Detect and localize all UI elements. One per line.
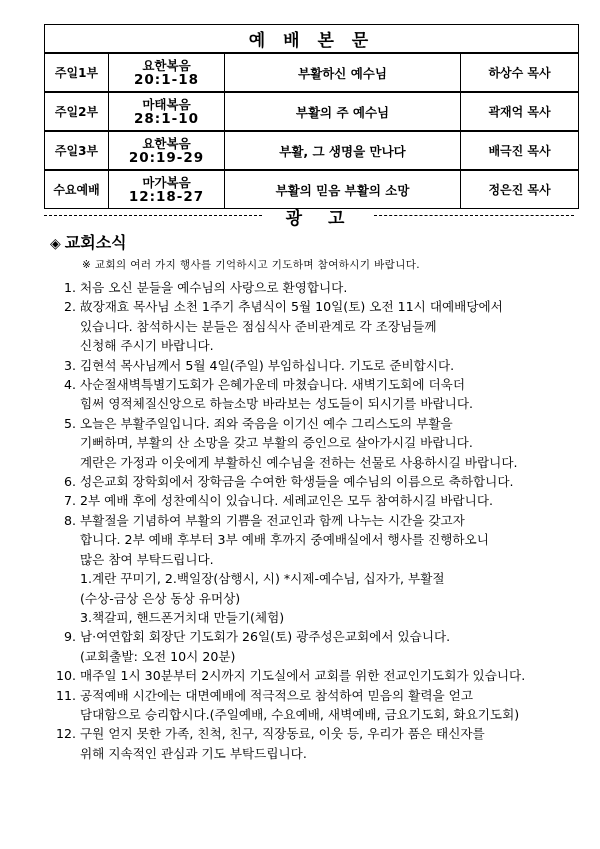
notice-line: 사순절새벽특별기도회가 은혜가운데 마쳤습니다. 새벽기도회에 더욱더	[80, 377, 465, 393]
scripture-verse: 28:1-10	[134, 110, 199, 127]
scripture-ref	[109, 53, 225, 92]
list-item	[44, 686, 584, 725]
notice-number: 10.	[55, 668, 76, 684]
divider	[44, 215, 262, 216]
notice-line: 신청해 주시기 바랍니다.	[80, 338, 214, 354]
notice-number: 1.	[63, 280, 76, 295]
list-item	[44, 724, 584, 763]
service-name: 주일3부	[45, 131, 109, 170]
list-item	[44, 375, 584, 414]
notice-line: 김현석 목사님께서 5월 4일(주일) 부임하십니다. 기도로 준비합시다.	[80, 357, 455, 373]
list-item	[44, 627, 584, 666]
worship-table-title: 예 배 본 문	[45, 25, 579, 54]
notice-list	[44, 278, 584, 763]
section-title	[50, 230, 127, 253]
preacher-name: 하상수 목사	[461, 53, 579, 92]
table-row	[45, 53, 579, 92]
notice-line: 기뻐하며, 부활의 산 소망을 갖고 부활의 증인으로 살아가시길 바랍니다.	[80, 435, 473, 451]
sermon-title: 부활하신 예수님	[225, 53, 461, 92]
notice-line: 성은교회 장학회에서 장학금을 수여한 학생들을 예수님의 이름으로 축하합니다.	[80, 474, 514, 490]
notice-number: 7.	[63, 493, 76, 509]
preacher-name: 곽재억 목사	[461, 92, 579, 131]
section-title-text: 교회소식	[64, 233, 127, 252]
notice-number: 11.	[55, 687, 76, 703]
scripture-book: 마태복음	[142, 96, 191, 112]
notice-number: 3.	[63, 357, 76, 373]
scripture-ref	[109, 131, 225, 170]
scripture-ref	[109, 92, 225, 131]
notice-line: 매주일 1시 30분부터 2시까지 기도실에서 교회를 위한 전교인기도회가 있습니다.	[80, 668, 526, 684]
list-item	[44, 356, 584, 375]
notice-line: 구원 얻지 못한 가족, 친척, 친구, 직장동료, 이웃 등, 우리가 품은 태신자를	[80, 726, 485, 742]
divider	[374, 215, 574, 216]
notice-line: 1.계란 꾸미기, 2.백일장(삼행시, 시) *시제-예수님, 십자가, 부활절	[80, 571, 445, 587]
sermon-title: 부활, 그 생명을 만나다	[225, 131, 461, 170]
notice-number: 5.	[63, 415, 76, 431]
notice-line: 오늘은 부활주일입니다. 죄와 죽음을 이기신 예수 그리스도의 부활을	[80, 415, 453, 431]
notice-line: 처음 오신 분들을 예수님의 사랑으로 환영합니다.	[80, 280, 348, 295]
scripture-verse: 12:18-27	[128, 188, 205, 205]
table-row	[45, 131, 579, 170]
notice-line: (교회출발: 오전 10시 20분)	[80, 648, 236, 664]
list-item	[44, 491, 584, 510]
list-item	[44, 472, 584, 491]
notice-line: 힘써 영적체질신앙으로 하늘소망 바라보는 성도들이 되시기를 바랍니다.	[80, 396, 473, 412]
notice-line: 공적예배 시간에는 대면예배에 적극적으로 참석하여 믿음의 활력을 얻고	[80, 687, 473, 703]
preacher-name: 정은진 목사	[461, 170, 579, 209]
list-item	[44, 511, 584, 627]
notice-line: 계란은 가정과 이웃에게 부활하신 예수님을 전하는 선물로 사용하시길 바랍니다.	[80, 454, 518, 470]
notice-line: 남·여연합회 회장단 기도회가 26일(토) 광주성은교회에서 있습니다.	[80, 629, 451, 645]
notice-number: 9.	[63, 629, 76, 645]
notice-line: 위해 지속적인 관심과 기도 부탁드립니다.	[80, 745, 307, 761]
scripture-book: 요한복음	[142, 57, 191, 73]
section-note: ※ 교회의 여러 가지 행사를 기억하시고 기도하며 참여하시기 바랍니다.	[82, 259, 421, 271]
notice-line: 부활절을 기념하여 부활의 기쁨을 전교인과 함께 나누는 시간을 갖고자	[80, 512, 465, 528]
scripture-book: 마가복음	[142, 174, 191, 190]
service-name: 주일1부	[45, 53, 109, 92]
table-row	[45, 170, 579, 209]
notice-number: 2.	[63, 299, 76, 315]
list-item	[44, 414, 584, 472]
notice-line: 담대함으로 승리합시다.(주일예배, 수요예배, 새벽예배, 금요기도회, 화요기도회)	[80, 706, 520, 722]
sermon-title: 부활의 믿음 부활의 소망	[225, 170, 461, 209]
sermon-title: 부활의 주 예수님	[225, 92, 461, 131]
scripture-verse: 20:1-18	[134, 71, 199, 88]
notice-line: 많은 참여 부탁드립니다.	[80, 551, 214, 567]
list-item	[44, 297, 584, 355]
notice-line: 2부 예배 후에 성찬예식이 있습니다. 세례교인은 모두 참여하시길 바랍니다.	[80, 493, 494, 509]
diamond-icon: ◈	[50, 236, 61, 252]
service-name: 수요예배	[45, 170, 109, 209]
service-name: 주일2부	[45, 92, 109, 131]
notice-number: 12.	[55, 726, 76, 742]
table-row	[45, 92, 579, 131]
notice-number: 6.	[63, 474, 76, 490]
notice-line: 故장재효 목사님 소천 1주기 추념식이 5월 10일(토) 오전 11시 대예배당에서	[80, 299, 503, 315]
notice-line: (수상-금상 은상 동상 유머상)	[80, 590, 241, 606]
scripture-book: 요한복음	[142, 135, 191, 151]
scripture-verse: 20:19-29	[128, 149, 205, 166]
notice-line: 3.책갈피, 핸드폰거치대 만들기(체험)	[80, 609, 285, 625]
notice-line: 있습니다. 참석하시는 분들은 점심식사 준비관계로 각 조장님들께	[80, 318, 437, 334]
announcements-title: 광 고	[285, 209, 355, 229]
list-item	[44, 666, 584, 685]
announcements-header	[40, 204, 580, 229]
list-item	[44, 278, 584, 297]
notice-number: 4.	[63, 377, 76, 393]
scripture-ref	[109, 170, 225, 209]
notice-number: 8.	[63, 512, 76, 528]
worship-table	[44, 24, 579, 209]
notice-line: 합니다. 2부 예배 후부터 3부 예배 후까지 중예배실에서 행사를 진행하오니	[80, 532, 489, 548]
preacher-name: 배극진 목사	[461, 131, 579, 170]
